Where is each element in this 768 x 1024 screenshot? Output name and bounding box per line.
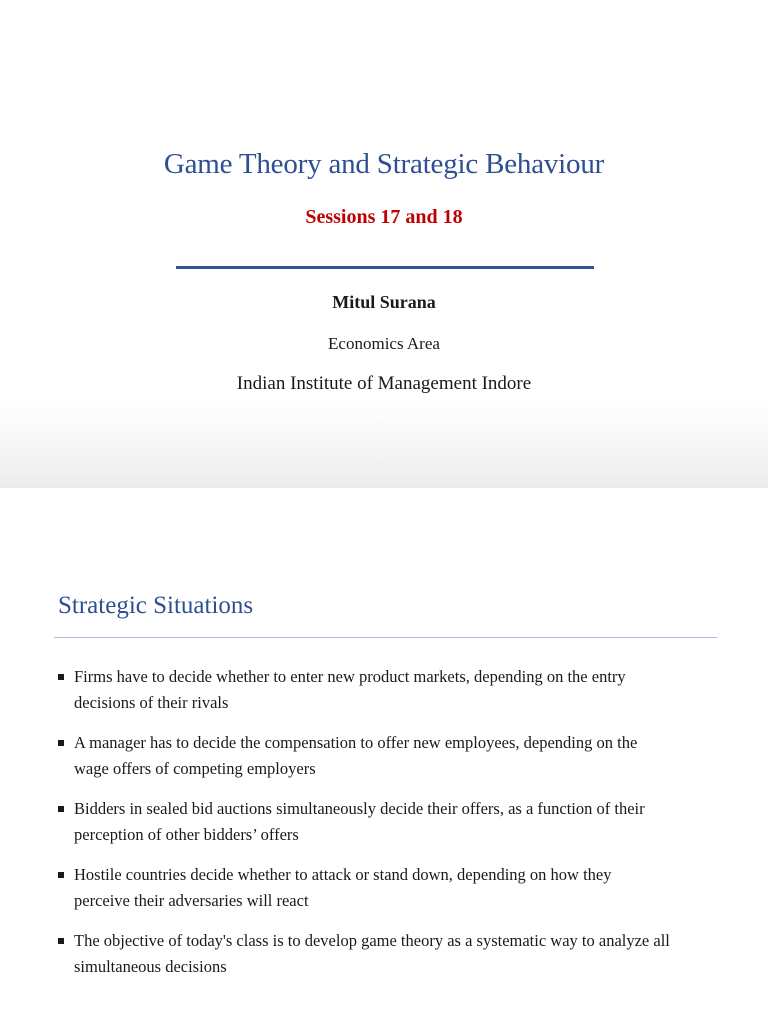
bullet-text-line: perceive their adversaries will react <box>74 891 309 910</box>
content-slide <box>0 488 768 1024</box>
list-item <box>58 730 698 782</box>
bullet-text-line: Hostile countries decide whether to attack or stand down, depending on how they <box>74 865 612 884</box>
title-divider <box>176 266 594 269</box>
bullet-text-line: Bidders in sealed bid auctions simultaneously decide their offers, as a function of their <box>74 799 645 818</box>
square-bullet-icon <box>58 872 64 878</box>
bullet-text-line: The objective of today's class is to develop game theory as a systematic way to analyze all <box>74 931 670 950</box>
list-item <box>58 664 698 716</box>
bullet-list <box>58 664 698 980</box>
section-heading: Strategic Situations <box>58 592 254 619</box>
bullet-text-line: Firms have to decide whether to enter new product markets, depending on the entry <box>74 667 626 686</box>
heading-divider <box>54 637 717 638</box>
bullet-text-line: perception of other bidders’ offers <box>74 825 299 844</box>
slide-title: Game Theory and Strategic Behaviour <box>163 148 605 180</box>
department-name: Economics Area <box>328 334 440 353</box>
bullet-text-line: decisions of their rivals <box>74 693 229 712</box>
list-item <box>58 862 698 914</box>
square-bullet-icon <box>58 806 64 812</box>
title-slide <box>0 0 768 488</box>
bullet-text-line: simultaneous decisions <box>74 957 227 976</box>
author-name: Mitul Surana <box>332 292 436 312</box>
square-bullet-icon <box>58 674 64 680</box>
list-item <box>58 928 698 980</box>
square-bullet-icon <box>58 938 64 944</box>
square-bullet-icon <box>58 740 64 746</box>
list-item <box>58 796 698 848</box>
bullet-text-line: wage offers of competing employers <box>74 759 316 778</box>
bullet-text-line: A manager has to decide the compensation to offer new employees, depending on the <box>74 733 638 752</box>
session-subtitle: Sessions 17 and 18 <box>305 206 463 228</box>
institute-name: Indian Institute of Management Indore <box>236 373 532 394</box>
